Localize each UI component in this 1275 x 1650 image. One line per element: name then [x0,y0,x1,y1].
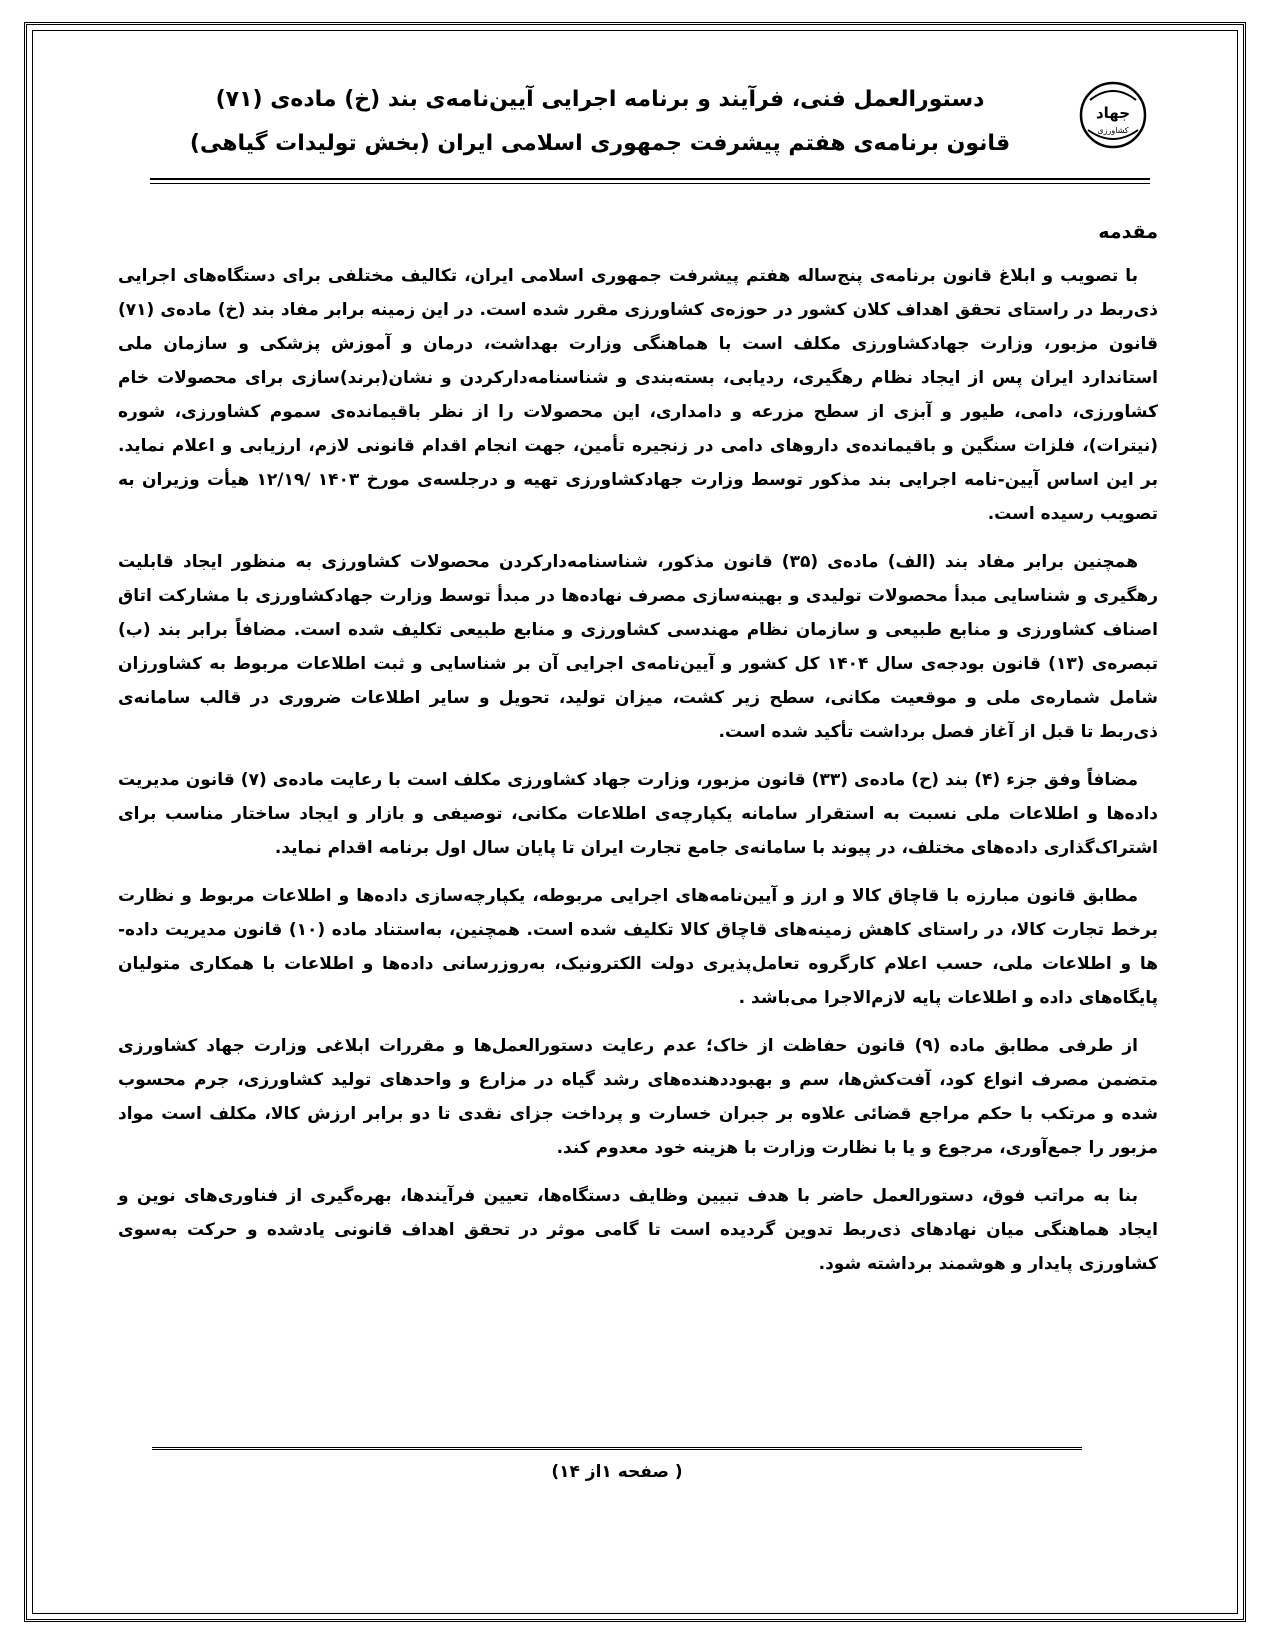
paragraph-4: مطابق قانون مبارزه با قاچاق کالا و ارز و آیین‌نامه‌های اجرایی مربوطه، یکپارچه‌سازی داده‌ها و اطلاعات مربوط و نظارت برخط تجارت کالا، در راستای کاهش زمینه‌های قاچاق کالا تکلیف شده است. همچنین، به‌استناد ماده (۱۰) قانون مدیریت داده-ها و اطلاعات ملی، حسب اعلام کارگروه تعامل‌پذیری دولت الکترونیک، به‌روزرسانی داده‌ها و اطلاعات با همکاری متولیان پایگاه‌های داده و اطلاعات پایه لازم‌الاجرا می‌باشد . [118,886,1159,1008]
document-title-line-1: دستورالعمل فنی، فرآیند و برنامه اجرایی آیین‌نامه‌ی بند (خ) ماده‌ی (۷۱) [215,87,985,112]
header-divider [150,178,1150,180]
page-number: ( صفحه ۱از ۱۴) [551,1462,683,1482]
paragraph-6: بنا به مراتب فوق، دستورالعمل حاضر با هدف تبیین وظایف دستگاه‌ها، تعیین فرآیندها، بهره‌گیری از فناوری‌های نوین و ایجاد هماهنگی میان نهادهای ذی‌ربط تدوین گردیده است تا گامی موثر در تحقق اهداف قانونی یادشده و حرکت به‌سوی کشاورزی پایدار و هوشمند برداشته شود. [118,1186,1158,1274]
section-title-introduction: مقدمه [1098,221,1158,243]
svg-text:جهاد: جهاد [1095,104,1131,122]
document-title-line-2: قانون برنامه‌ی هفتم پیشرفت جمهوری اسلامی ایران (بخش تولیدات گیاهی) [189,131,1011,156]
header-divider-thin [150,183,1150,184]
paragraph-5: از طرفی مطابق ماده (۹) قانون حفاظت از خاک؛ عدم رعایت دستورالعمل‌ها و مقررات ابلاغی وزارت جهاد کشاورزی متضمن مصرف انواع کود، آفت‌کش‌ها، سم و بهبوددهنده‌های رشد گیاه در مزارع و واحدهای تولید کشاورزی، جرم محسوب شده و مرتکب با حکم مراجع قضائی علاوه بر جبران خسارت و پرداخت جزای نقدی تا دو برابر ارزش کالا، مکلف است مواد مزبور را جمع‌آوری، مرجوع و یا با نظارت وزارت با هزینه خود معدوم کند. [118,1036,1158,1158]
document-header [150,78,1050,166]
svg-text:کشاورزی: کشاورزی [1097,126,1129,135]
paragraph-1: با تصویب و ابلاغ قانون برنامه‌ی پنج‌ساله هفتم پیشرفت جمهوری اسلامی ایران، تکالیف مختلفی برای دستگاه‌های اجرایی ذی‌ربط در راستای تحقق اهداف کلان کشور در حوزه‌ی کشاورزی مقرر شده است. در این زمینه برابر مفاد بند (خ) ماده‌ی (۷۱) قانون مزبور، وزارت جهادکشاورزی مکلف است با هماهنگی وزارت بهداشت، درمان و آموزش پزشکی و سازمان ملی استاندارد ایران پس از ایجاد نظام رهگیری، ردیابی، بسته‌بندی و شناسنامه‌دارکردن و نشان(برند)سازی برای محصولات خام کشاورزی، دامی، طیور و آبزی از سطح مزرعه و دامداری، این محصولات را از نظر باقیمانده‌ی سموم کشاورزی، شوره (نیترات)، فلزات سنگین و باقیمانده‌ی داروهای دامی در زنجیره تأمین، جهت انجام اقدام قانونی لازم، ارزیابی و اعلام نماید. بر این اساس آیین-نامه اجرایی بند مذکور توسط وزارت جهادکشاورزی تهیه و درجلسه‌ی مورخ ۱۴۰۳ /۱۲/۱۹ هیأت وزیران به تصویب رسیده است. [118,266,1158,524]
jahad-keshavarzi-logo [1078,80,1148,150]
paragraph-3: مضافاً وفق جزء (۴) بند (ح) ماده‌ی (۳۳) قانون مزبور، وزارت جهاد کشاورزی مکلف است با رعایت ماده‌ی (۷) قانون مدیریت داده‌ها و اطلاعات ملی نسبت به استقرار سامانه یکپارچه‌ی اطلاعات مکانی، توصیفی و بازار و ایجاد ساختار مناسب برای اشتراک‌گذاری داده‌های مختلف، در پیوند با سامانه‌ی جامع تجارت ایران تا پایان سال اول برنامه اقدام نماید. [118,770,1158,858]
document-body [118,215,1158,1295]
paragraph-2: همچنین برابر مفاد بند (الف) ماده‌ی (۳۵) قانون مذکور، شناسنامه‌دارکردن محصولات کشاورزی به منظور ایجاد قابلیت رهگیری و شناسایی مبدأ محصولات تولیدی و بهینه‌سازی مصرف نهاده‌ها در مبدأ توسط وزارت جهادکشاورزی با مشارکت اتاق اصناف کشاورزی و منابع طبیعی و سازمان نظام مهندسی کشاورزی و منابع طبیعی تکلیف شده است. مضافاً برابر بند (ب) تبصره‌ی (۱۳) قانون بودجه‌ی سال ۱۴۰۴ کل کشور و آیین‌نامه‌ی اجرایی آن بر شناسایی و ثبت اطلاعات مربوط به کشاورزان شامل شماره‌ی ملی و موقعیت مکانی، سطح زیر کشت، میزان تولید، تحویل و سایر اطلاعات ضروری در قالب سامانه‌ی ذی‌ربط تا قبل از آغاز فصل برداشت تأکید شده است. [118,552,1159,742]
footer-divider [152,1447,1082,1450]
